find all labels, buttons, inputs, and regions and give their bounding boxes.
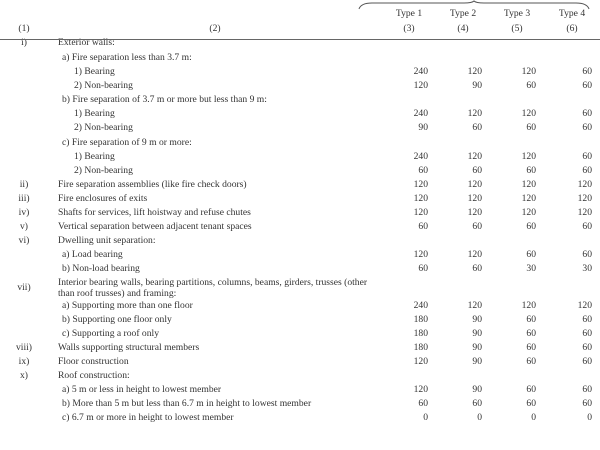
row-description: b) Supporting one floor only [62, 313, 172, 325]
row-number [0, 327, 48, 341]
type-3-value [490, 234, 544, 248]
type-2-value: 90 [472, 80, 482, 92]
type-2-value: 120 [467, 207, 482, 219]
table-row [0, 51, 600, 65]
type-3-value: 60 [526, 249, 536, 261]
type-1-value: 60 [418, 398, 428, 410]
row-description: c) Supporting a roof only [62, 327, 159, 339]
type-2-value: 90 [472, 384, 482, 396]
type-2-value: 120 [467, 299, 482, 311]
table-row [0, 411, 600, 425]
type-1-value: 60 [418, 164, 428, 176]
header-rule [0, 39, 600, 40]
type-3-value: 120 [521, 108, 536, 120]
type-2-value: 120 [467, 192, 482, 204]
type-1-value: 120 [413, 355, 428, 367]
type-2-value: 60 [472, 122, 482, 134]
type-2-value: 120 [467, 178, 482, 190]
type-2-value: 90 [472, 341, 482, 353]
type-4-value: 30 [582, 263, 592, 275]
table-row [0, 178, 600, 192]
type-1-value [382, 136, 436, 150]
type-2-value: 120 [467, 249, 482, 261]
type-2-value [436, 51, 490, 65]
type-2-value: 60 [472, 398, 482, 410]
type-3-value: 60 [526, 221, 536, 233]
row-description: Fire separation assemblies (like fire check doors) [58, 178, 247, 190]
table-row [0, 277, 600, 299]
type-3-value: 120 [521, 299, 536, 311]
type-1-value: 120 [413, 384, 428, 396]
type-1-value: 180 [413, 327, 428, 339]
table-row [0, 262, 600, 276]
row-description: c) Fire separation of 9 m or more: [62, 136, 192, 148]
type-1-value: 90 [418, 122, 428, 134]
row-number [0, 397, 48, 411]
type-1-value [382, 234, 436, 248]
type-1-value: 120 [413, 178, 428, 190]
type-4-value [544, 51, 600, 65]
row-description: Walls supporting structural members [58, 341, 200, 353]
row-number [0, 65, 48, 79]
type-2-value [436, 136, 490, 150]
header-type-row [0, 6, 600, 22]
table-row [0, 313, 600, 327]
row-description: 1) Bearing [74, 150, 115, 162]
header-col-1: (1) [18, 22, 30, 34]
row-description: c) 6.7 m or more in height to lowest member [62, 412, 234, 424]
table-row [0, 369, 600, 383]
fire-resistance-table [0, 6, 600, 425]
type-3-value: 120 [521, 150, 536, 162]
row-description: b) Non-load bearing [62, 263, 140, 275]
header-col-5: (5) [511, 22, 523, 34]
row-number: vi) [18, 235, 30, 247]
type-1-value: 120 [413, 207, 428, 219]
type-2-value: 120 [467, 150, 482, 162]
type-2-value: 60 [472, 164, 482, 176]
type-4-value: 60 [582, 341, 592, 353]
type-2-value: 90 [472, 355, 482, 367]
type-4-value: 60 [582, 327, 592, 339]
table-row [0, 136, 600, 150]
type-4-value: 60 [582, 150, 592, 162]
type-4-value [544, 234, 600, 248]
type-1-value: 120 [413, 80, 428, 92]
table-row [0, 397, 600, 411]
type-4-value: 120 [577, 178, 592, 190]
type-1-value: 240 [413, 108, 428, 120]
table-row [0, 121, 600, 135]
table-row [0, 355, 600, 369]
type-4-value: 60 [582, 384, 592, 396]
header-col-2: (2) [209, 22, 221, 34]
row-description: a) Supporting more than one floor [62, 299, 193, 311]
header-type-1: Type 1 [395, 7, 423, 19]
type-1-value: 240 [413, 299, 428, 311]
row-number [0, 150, 48, 164]
type-3-value: 120 [521, 66, 536, 78]
type-3-value [490, 369, 544, 383]
type-2-value: 120 [467, 108, 482, 120]
type-4-value: 120 [577, 207, 592, 219]
row-number [0, 136, 48, 150]
row-number: i) [21, 37, 27, 49]
table-row [0, 206, 600, 220]
type-1-value: 240 [413, 150, 428, 162]
row-description: Dwelling unit separation: [58, 235, 156, 247]
row-description: 1) Bearing [74, 108, 115, 120]
type-3-value: 60 [526, 384, 536, 396]
type-3-value: 120 [521, 192, 536, 204]
row-number [0, 164, 48, 178]
type-1-value [382, 93, 436, 107]
header-type-3: Type 3 [503, 7, 531, 19]
type-4-value [544, 93, 600, 107]
row-description: Exterior walls: [58, 37, 115, 49]
type-2-value: 60 [472, 221, 482, 233]
type-3-value: 30 [526, 263, 536, 275]
table-row [0, 383, 600, 397]
table-row [0, 79, 600, 93]
row-number [0, 107, 48, 121]
type-4-value: 120 [577, 192, 592, 204]
type-2-value: 90 [472, 327, 482, 339]
type-4-value: 120 [577, 299, 592, 311]
type-3-value [490, 277, 544, 299]
type-4-value [544, 136, 600, 150]
table-row [0, 299, 600, 313]
type-3-value: 60 [526, 80, 536, 92]
header-index-row [0, 22, 600, 36]
row-number: viii) [16, 341, 32, 353]
header-col-4: (4) [457, 22, 469, 34]
type-3-value [490, 51, 544, 65]
type-4-value: 60 [582, 398, 592, 410]
type-1-value: 180 [413, 313, 428, 325]
table-row [0, 248, 600, 262]
table-row [0, 107, 600, 121]
type-1-value [382, 277, 436, 299]
row-number [0, 383, 48, 397]
type-4-value: 60 [582, 80, 592, 92]
type-4-value: 60 [582, 313, 592, 325]
row-description: 2) Non-bearing [74, 122, 133, 134]
row-number [0, 51, 48, 65]
type-2-value [436, 93, 490, 107]
row-description: Fire enclosures of exits [58, 192, 148, 204]
type-4-value [544, 369, 600, 383]
row-description: 2) Non-bearing [74, 164, 133, 176]
header-type-2: Type 2 [449, 7, 477, 19]
row-number [0, 262, 48, 276]
type-2-value: 0 [477, 412, 482, 424]
type-4-value: 60 [582, 164, 592, 176]
header-type-4: Type 4 [558, 7, 586, 19]
type-3-value: 60 [526, 341, 536, 353]
type-3-value: 0 [531, 412, 536, 424]
row-description: 1) Bearing [74, 66, 115, 78]
type-2-value: 120 [467, 66, 482, 78]
type-3-value: 120 [521, 207, 536, 219]
row-description: a) Load bearing [62, 249, 123, 261]
row-number: ix) [18, 355, 30, 367]
table-row [0, 93, 600, 107]
row-description: a) Fire separation less than 3.7 m: [62, 52, 192, 64]
row-number [0, 79, 48, 93]
table-row [0, 164, 600, 178]
type-4-value: 0 [587, 412, 592, 424]
row-number: vii) [17, 281, 31, 293]
row-description: Interior bearing walls, bearing partitions, columns, beams, girders, trusses (other than roof trusses) and framing: [58, 276, 368, 299]
row-description: b) More than 5 m but less than 6.7 m in height to lowest member [62, 398, 312, 410]
type-2-value [436, 369, 490, 383]
row-number: v) [20, 221, 28, 233]
type-3-value: 60 [526, 355, 536, 367]
row-number [0, 248, 48, 262]
type-1-value: 0 [423, 412, 428, 424]
type-3-value: 60 [526, 313, 536, 325]
type-4-value: 60 [582, 66, 592, 78]
row-number [0, 313, 48, 327]
row-description: 2) Non-bearing [74, 80, 133, 92]
row-number: iv) [18, 207, 30, 219]
type-3-value [490, 93, 544, 107]
type-1-value [382, 51, 436, 65]
row-number: iii) [18, 192, 30, 204]
type-4-value: 60 [582, 122, 592, 134]
type-1-value: 60 [418, 263, 428, 275]
type-2-value [436, 234, 490, 248]
header-col-3: (3) [403, 22, 415, 34]
row-number [0, 411, 48, 425]
type-1-value: 180 [413, 341, 428, 353]
type-3-value: 60 [526, 164, 536, 176]
table-row [0, 192, 600, 206]
row-number [0, 93, 48, 107]
row-number: ii) [19, 178, 29, 190]
table-row [0, 150, 600, 164]
table-row [0, 234, 600, 248]
type-3-value: 120 [521, 178, 536, 190]
type-4-value [544, 277, 600, 299]
type-1-value [382, 369, 436, 383]
type-4-value: 60 [582, 355, 592, 367]
row-number [0, 121, 48, 135]
type-1-value: 60 [418, 221, 428, 233]
row-number: x) [20, 370, 28, 382]
row-number [0, 299, 48, 313]
table-row [0, 220, 600, 234]
type-4-value: 60 [582, 108, 592, 120]
row-description: Roof construction: [58, 370, 130, 382]
type-2-value [436, 277, 490, 299]
type-2-value: 90 [472, 313, 482, 325]
type-3-value: 60 [526, 122, 536, 134]
row-description: b) Fire separation of 3.7 m or more but less than 9 m: [62, 94, 267, 106]
type-4-value: 60 [582, 221, 592, 233]
row-description: Shafts for services, lift hoistway and refuse chutes [58, 207, 251, 219]
type-3-value: 60 [526, 398, 536, 410]
row-description: Floor construction [58, 355, 129, 367]
type-2-value: 60 [472, 263, 482, 275]
table-row [0, 65, 600, 79]
row-description: a) 5 m or less in height to lowest member [62, 384, 222, 396]
type-1-value: 120 [413, 249, 428, 261]
table-row [0, 327, 600, 341]
type-4-value: 60 [582, 249, 592, 261]
type-3-value: 60 [526, 327, 536, 339]
header-col-6: (6) [566, 22, 578, 34]
type-1-value: 120 [413, 192, 428, 204]
table-row [0, 341, 600, 355]
type-3-value [490, 136, 544, 150]
row-description: Vertical separation between adjacent tenant spaces [58, 221, 252, 233]
type-1-value: 240 [413, 66, 428, 78]
